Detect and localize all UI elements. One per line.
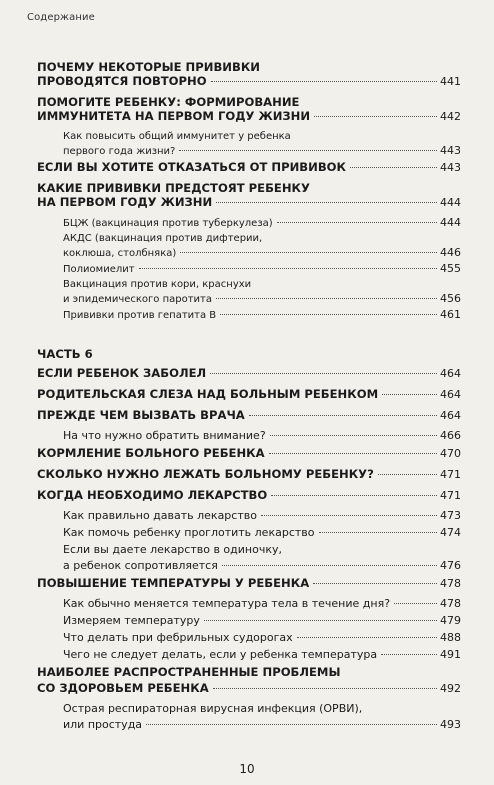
dot-leader	[216, 202, 437, 203]
dot-leader	[319, 532, 438, 533]
toc-entry-text: БЦЖ (вакцинация против туберкулеза)	[63, 218, 273, 229]
toc-entry-text: коклюша, столбняка)	[63, 248, 177, 259]
dot-leader	[277, 222, 437, 223]
dot-leader	[180, 252, 437, 253]
toc-page-number: 488	[440, 631, 461, 644]
dot-leader	[222, 565, 437, 566]
toc-entry-text: ЕСЛИ ВЫ ХОТИТЕ ОТКАЗАТЬСЯ ОТ ПРИВИВОК	[37, 160, 347, 174]
toc-page-number: 473	[440, 509, 461, 522]
toc-heading-entry[interactable]	[37, 365, 461, 382]
toc-subentry[interactable]	[37, 508, 461, 524]
toc-entry-text: КОГДА НЕОБХОДИМО ЛЕКАРСТВО	[37, 488, 268, 502]
toc-heading-entry[interactable]	[37, 181, 461, 210]
toc-page-number: 443	[440, 144, 461, 157]
toc-entry-text: Как правильно давать лекарство	[63, 509, 257, 522]
toc-heading-entry[interactable]	[37, 386, 461, 403]
toc-page-number: 464	[440, 367, 461, 380]
dot-leader	[313, 583, 437, 584]
toc-entry-text: первого года жизни?	[63, 146, 176, 157]
toc-entry-text: Чего не следует делать, если у ребенка температура	[63, 648, 378, 661]
toc-heading-entry[interactable]	[37, 466, 461, 483]
toc-subentry[interactable]	[37, 232, 461, 261]
toc-entry-text: ПРЕЖДЕ ЧЕМ ВЫЗВАТЬ ВРАЧА	[37, 408, 245, 422]
toc-page-number: 493	[440, 718, 461, 731]
toc-heading-entry[interactable]	[37, 160, 461, 175]
dot-leader	[381, 654, 437, 655]
toc-page-number: 461	[440, 308, 461, 321]
toc-entry-text: Прививки против гепатита В	[63, 310, 217, 321]
toc-entry-text: ПОВЫШЕНИЕ ТЕМПЕРАТУРЫ У РЕБЕНКА	[37, 576, 310, 590]
toc-subentry[interactable]	[37, 542, 461, 574]
toc-entry-text: НАИБОЛЕЕ РАСПРОСТРАНЕННЫЕ ПРОБЛЕМЫ	[37, 665, 341, 679]
dot-leader	[210, 373, 437, 374]
toc-entry-text: АКДС (вакцинация против дифтерии,	[63, 233, 263, 244]
dot-leader	[261, 515, 437, 516]
table-of-contents	[37, 60, 461, 734]
dot-leader	[179, 150, 437, 151]
dot-leader	[271, 495, 437, 496]
toc-page-number: 456	[440, 292, 461, 305]
dot-leader	[211, 81, 437, 82]
dot-leader	[394, 603, 437, 604]
toc-page-number: 479	[440, 614, 461, 627]
page-number: 10	[239, 762, 255, 776]
toc-page-number: 464	[440, 388, 461, 401]
toc-heading-entry[interactable]	[37, 487, 461, 504]
toc-entry-text: КАКИЕ ПРИВИВКИ ПРЕДСТОЯТ РЕБЕНКУ	[37, 181, 310, 195]
toc-subentry[interactable]	[37, 525, 461, 541]
toc-entry-text: На что нужно обратить внимание?	[63, 429, 266, 442]
dot-leader	[249, 415, 437, 416]
toc-entry-text: Как повысить общий иммунитет у ребенка	[63, 131, 291, 142]
toc-entry-text: ПОМОГИТЕ РЕБЕНКУ: ФОРМИРОВАНИЕ	[37, 95, 300, 109]
toc-page-number: 491	[440, 648, 461, 661]
toc-page-number: 492	[440, 682, 461, 695]
toc-entry-text: и эпидемического паротита	[63, 294, 212, 305]
toc-entry-text: а ребенок сопротивляется	[63, 559, 218, 572]
toc-page-number: 455	[440, 262, 461, 275]
toc-entry-text: Измеряем температуру	[63, 614, 200, 627]
toc-subentry[interactable]	[37, 262, 461, 277]
toc-page-number: 444	[440, 196, 461, 209]
toc-heading-entry[interactable]	[37, 445, 461, 462]
dot-leader	[270, 435, 437, 436]
toc-entry-text: Полиомиелит	[63, 264, 135, 275]
toc-heading-entry[interactable]	[37, 664, 461, 697]
dot-leader	[378, 474, 437, 475]
toc-entry-text: СО ЗДОРОВЬЕМ РЕБЕНКА	[37, 681, 209, 695]
toc-page-number: 474	[440, 526, 461, 539]
toc-page-number: 478	[440, 597, 461, 610]
toc-page-number: 442	[440, 110, 461, 123]
toc-entry-text: Как помочь ребенку проглотить лекарство	[63, 526, 315, 539]
toc-entry-text: ИММУНИТЕТА НА ПЕРВОМ ГОДУ ЖИЗНИ	[37, 109, 311, 123]
toc-page-number: 444	[440, 216, 461, 229]
running-head: Содержание	[27, 12, 95, 23]
toc-subentry[interactable]	[37, 130, 461, 159]
toc-entry-text: ЕСЛИ РЕБЕНОК ЗАБОЛЕЛ	[37, 366, 207, 380]
toc-subentry[interactable]	[37, 701, 461, 733]
dot-leader	[216, 298, 437, 299]
dot-leader	[220, 314, 437, 315]
toc-page-number: 476	[440, 559, 461, 572]
toc-page-number: 464	[440, 409, 461, 422]
toc-subentry[interactable]	[37, 278, 461, 307]
toc-entry-text: Острая респираторная вирусная инфекция (ОРВИ),	[63, 702, 363, 715]
part-label: ЧАСТЬ 6	[37, 347, 93, 361]
toc-entry-text: или простуда	[63, 718, 143, 731]
toc-subentry[interactable]	[37, 216, 461, 231]
toc-entry-text: КОРМЛЕНИЕ БОЛЬНОГО РЕБЕНКА	[37, 446, 265, 460]
dot-leader	[204, 620, 437, 621]
dot-leader	[269, 453, 437, 454]
toc-entry-text: Вакцинация против кори, краснухи	[63, 279, 252, 290]
toc-entry-text: ПРОВОДЯТСЯ ПОВТОРНО	[37, 74, 207, 88]
dot-leader	[382, 394, 437, 395]
toc-subentry[interactable]	[37, 613, 461, 629]
toc-entry-text: Как обычно меняется температура тела в течение дня?	[63, 597, 391, 610]
toc-page-number: 470	[440, 447, 461, 460]
toc-subentry[interactable]	[37, 596, 461, 612]
toc-page-number: 466	[440, 429, 461, 442]
toc-subentry[interactable]	[37, 647, 461, 663]
dot-leader	[139, 268, 437, 269]
toc-entry-text: ПОЧЕМУ НЕКОТОРЫЕ ПРИВИВКИ	[37, 60, 261, 74]
toc-entry-text: СКОЛЬКО НУЖНО ЛЕЖАТЬ БОЛЬНОМУ РЕБЕНКУ?	[37, 467, 374, 481]
toc-subentry[interactable]	[37, 308, 461, 323]
toc-page-number: 446	[440, 246, 461, 259]
toc-entry-text: РОДИТЕЛЬСКАЯ СЛЕЗА НАД БОЛЬНЫМ РЕБЕНКОМ	[37, 387, 379, 401]
dot-leader	[297, 637, 437, 638]
toc-page-number: 478	[440, 577, 461, 590]
toc-heading-entry[interactable]	[37, 95, 461, 124]
toc-page-number: 471	[440, 489, 461, 502]
toc-page-number: 471	[440, 468, 461, 481]
toc-subentry[interactable]	[37, 428, 461, 444]
toc-entry-text: Что делать при фебрильных судорогах	[63, 631, 293, 644]
dot-leader	[146, 724, 437, 725]
toc-page-number: 441	[440, 75, 461, 88]
toc-heading-entry[interactable]	[37, 60, 461, 89]
dot-leader	[213, 688, 437, 689]
toc-entry-text: Если вы даете лекарство в одиночку,	[63, 543, 282, 556]
toc-entry-text: НА ПЕРВОМ ГОДУ ЖИЗНИ	[37, 195, 213, 209]
toc-subentry[interactable]	[37, 630, 461, 646]
toc-heading-entry[interactable]	[37, 407, 461, 424]
dot-leader	[314, 116, 437, 117]
dot-leader	[350, 167, 437, 168]
toc-heading-entry[interactable]	[37, 575, 461, 592]
toc-page-number: 443	[440, 161, 461, 174]
